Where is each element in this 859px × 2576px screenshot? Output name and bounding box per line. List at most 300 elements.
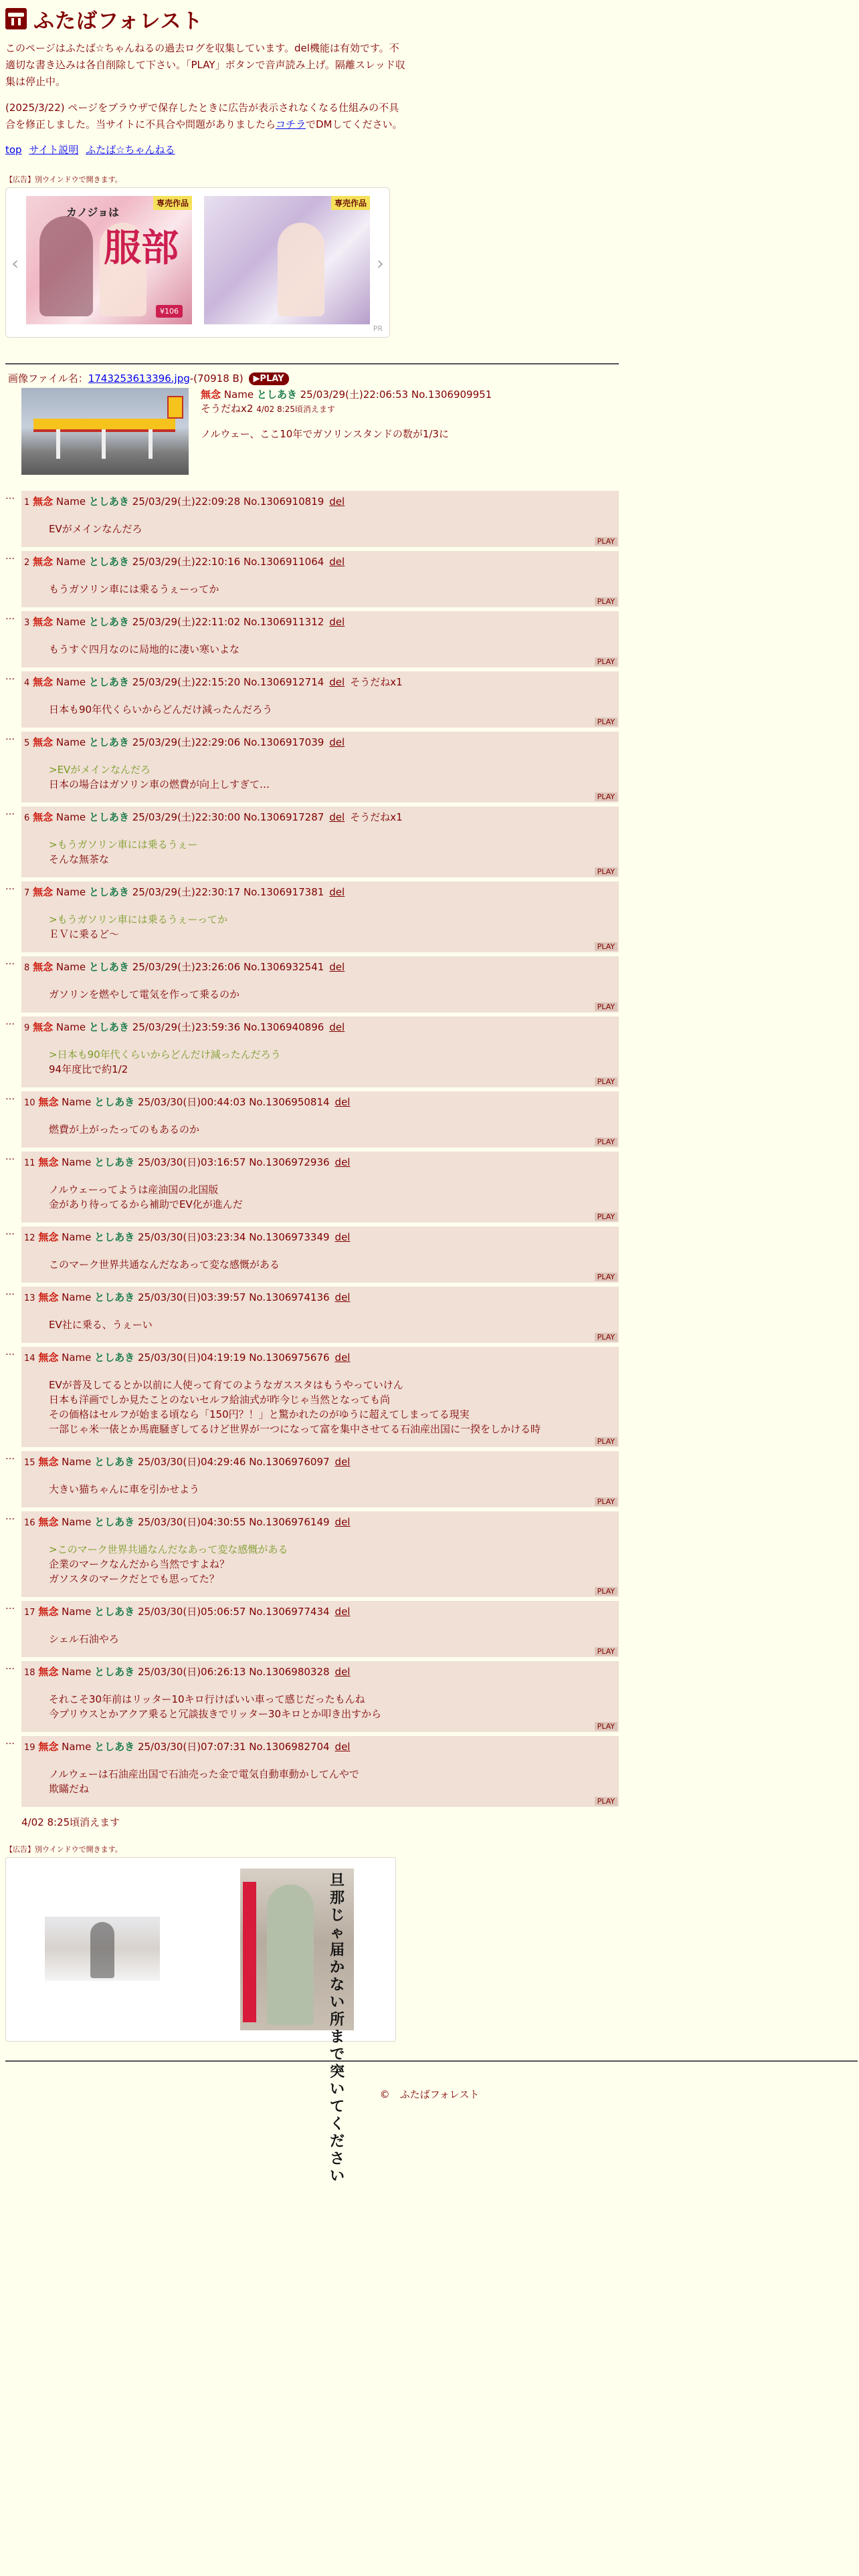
ad-figure xyxy=(267,1885,314,2025)
reply-index: 8 xyxy=(24,963,30,973)
reply-line: このマーク世界共通なんだなあって変な感慨がある xyxy=(49,1259,280,1271)
post-subject: 無念 xyxy=(33,961,54,973)
reply-post xyxy=(21,1347,619,1447)
ad-carousel[interactable] xyxy=(5,187,390,338)
station-sign-shape xyxy=(167,396,183,419)
post-number[interactable]: No.1306912714 xyxy=(243,676,324,688)
reply-body xyxy=(21,1047,619,1077)
reply-line: そんな無茶な xyxy=(49,853,110,865)
reply-line: もうすぐ四月なのに局地的に凄い寒いよな xyxy=(49,643,240,655)
poster-name: としあき xyxy=(256,389,297,401)
del-link[interactable]: del xyxy=(329,961,345,973)
reply-dots: … xyxy=(5,1016,15,1027)
del-link[interactable]: del xyxy=(329,676,345,688)
del-link[interactable]: del xyxy=(335,1291,351,1303)
copyright: © ふたばフォレスト xyxy=(379,2088,480,2101)
play-button[interactable]: PLAY xyxy=(595,942,617,951)
reply-row xyxy=(5,881,619,952)
play-button[interactable]: PLAY xyxy=(595,1587,617,1596)
post-subject: 無念 xyxy=(38,1741,59,1753)
post-number[interactable]: No.1306980328 xyxy=(249,1666,330,1678)
reply-row xyxy=(5,1661,619,1732)
del-link[interactable]: del xyxy=(335,1156,351,1168)
del-link[interactable]: del xyxy=(335,1516,351,1528)
post-subject: 無念 xyxy=(33,886,54,898)
play-button[interactable]: PLAY xyxy=(595,657,617,666)
contact-link[interactable]: コチラ xyxy=(275,118,306,130)
nav-links xyxy=(5,142,854,156)
reply-row xyxy=(5,956,619,1012)
del-link[interactable]: del xyxy=(329,496,345,508)
reply-row xyxy=(5,1451,619,1507)
del-link[interactable]: del xyxy=(329,736,345,748)
post-datetime: 25/03/29(土)23:26:06 xyxy=(132,961,241,973)
reply-line: ガソリンを燃やして電気を作って乗るのか xyxy=(49,988,240,1000)
quote-line: >もうガソリン車には乗るうぇー xyxy=(49,839,198,851)
play-button[interactable]: PLAY xyxy=(595,1212,617,1221)
reply-body xyxy=(21,1182,619,1212)
reply-index: 9 xyxy=(24,1023,30,1033)
reply-post xyxy=(21,1601,619,1657)
ad-card-2[interactable] xyxy=(204,196,370,324)
reply-line: もうガソリン車には乗るうぇーってか xyxy=(49,583,219,595)
ad-image-2[interactable] xyxy=(240,1868,354,2185)
reply-body xyxy=(21,1767,619,1796)
post-datetime: 25/03/29(土)22:06:53 xyxy=(300,389,409,401)
reply-post xyxy=(21,1226,619,1283)
post-datetime: 25/03/29(土)22:29:06 xyxy=(132,736,241,748)
post-number[interactable]: No.1306973349 xyxy=(249,1231,330,1243)
play-button[interactable]: PLAY xyxy=(595,1437,617,1446)
intro-paragraph-1: このページはふたば☆ちゃんねるの過去ログを収集しています。del機能は有効です。不適切な書き込みは各自削除して下さい。「PLAY」ボタンで音声読み上げ。隔離スレッド収集は停止中。 xyxy=(5,42,405,88)
thread xyxy=(5,371,619,1829)
reply-header: 5 無念 Name としあき 25/03/29(土)22:29:06 No.1306917039 del xyxy=(24,736,345,748)
post-number[interactable]: No.1306977434 xyxy=(249,1606,330,1618)
pr-label: PR xyxy=(373,324,383,333)
site-header xyxy=(5,4,854,33)
op-body: ノルウェー、ここ10年でガソリンスタンドの数が1/3に xyxy=(201,428,449,440)
reply-dots: … xyxy=(5,807,15,817)
reply-row xyxy=(5,491,619,547)
reply-dots: … xyxy=(5,1661,15,1672)
play-button[interactable]: PLAY xyxy=(595,792,617,801)
del-link[interactable]: del xyxy=(335,1456,351,1468)
reply-header: 9 無念 Name としあき 25/03/29(土)23:59:36 No.1306940896 del xyxy=(24,1021,345,1033)
reply-line: 金があり待ってるから補助でEV化が進んだ xyxy=(49,1198,243,1210)
post-datetime: 25/03/30(日)04:29:46 xyxy=(137,1456,246,1468)
play-button[interactable]: PLAY xyxy=(595,1647,617,1656)
reply-body xyxy=(21,1378,619,1436)
ad-card-heading: カノジョは xyxy=(66,206,120,219)
reply-row xyxy=(5,1736,619,1807)
reply-post xyxy=(21,491,619,547)
play-button[interactable]: PLAY xyxy=(595,597,617,606)
ad-card-1[interactable] xyxy=(26,196,192,324)
post-datetime: 25/03/29(土)22:15:20 xyxy=(132,676,241,688)
post-number[interactable]: No.1306976097 xyxy=(249,1456,330,1468)
reply-body xyxy=(21,1632,619,1646)
post-number[interactable]: No.1306909951 xyxy=(411,389,492,401)
reply-line: 一部じゃ米一俵とか馬鹿騒ぎしてるけど世界が一つになって富を集中させてる石油産出国に一揆をしかける時 xyxy=(49,1423,541,1435)
play-button[interactable]: PLAY xyxy=(595,1797,617,1806)
op-post xyxy=(5,388,619,487)
pole-shape xyxy=(56,429,60,459)
intro-paragraph-2: (2025/3/22) ページをブラウザで保存したときに広告が表示されなくなる仕組みの不具合を修正しました。当サイトに不具合や問題がありましたらコチラでDMしてください。 xyxy=(5,102,403,130)
reply-index: 17 xyxy=(24,1608,35,1618)
post-subject: 無念 xyxy=(33,676,54,688)
play-button[interactable]: PLAY xyxy=(595,1273,617,1281)
play-button[interactable]: PLAY xyxy=(595,1077,617,1086)
post-subject: 無念 xyxy=(38,1352,59,1364)
reply-line: 今プリウスとかアクア乗ると冗談抜きでリッター30キロとか叩き出すから xyxy=(49,1708,381,1720)
reply-post xyxy=(21,1287,619,1343)
reply-line: ノルウェーは石油産出国で石油売った金で電気自動車動かしてんやで xyxy=(49,1768,359,1780)
post-number[interactable]: No.1306917287 xyxy=(243,811,324,823)
poster-name: としあき xyxy=(88,961,129,973)
reply-dots: … xyxy=(5,732,15,742)
post-number[interactable]: No.1306911312 xyxy=(243,616,324,628)
reply-index: 19 xyxy=(24,1743,35,1753)
reply-body xyxy=(21,1542,619,1586)
ad-image-1[interactable] xyxy=(45,1917,160,1981)
post-number[interactable]: No.1306932541 xyxy=(243,961,324,973)
reply-post xyxy=(21,551,619,607)
reply-post xyxy=(21,807,619,877)
poster-name: としあき xyxy=(94,1291,135,1303)
reply-list xyxy=(5,491,619,1807)
reply-header: 7 無念 Name としあき 25/03/29(土)22:30:17 No.1306917381 del xyxy=(24,886,345,898)
reply-header: 17 無念 Name としあき 25/03/30(日)05:06:57 No.1306977434 del xyxy=(24,1606,351,1618)
ad-card-title: 服部 xyxy=(104,226,179,270)
post-number[interactable]: No.1306950814 xyxy=(249,1096,330,1108)
reply-dots: … xyxy=(5,1226,15,1237)
file-size: -(70918 B) xyxy=(189,372,244,385)
ad-figure xyxy=(39,216,93,316)
nav-link-site-info[interactable]: サイト説明 xyxy=(29,144,79,156)
reply-body xyxy=(21,522,619,536)
reply-line: ＥＶに乗るど〜 xyxy=(49,928,120,940)
quote-line: >このマーク世界共通なんだなあって変な感慨がある xyxy=(49,1543,288,1555)
post-datetime: 25/03/30(日)05:06:57 xyxy=(137,1606,246,1618)
poster-name: としあき xyxy=(88,811,129,823)
reply-header: 12 無念 Name としあき 25/03/30(日)03:23:34 No.1306973349 del xyxy=(24,1231,351,1243)
reply-header: 13 無念 Name としあき 25/03/30(日)03:39:57 No.1306974136 del xyxy=(24,1291,351,1303)
reply-row xyxy=(5,1226,619,1283)
reply-index: 5 xyxy=(24,738,30,748)
reply-line: EVが普及してるとか以前に人使って育てのようなガススタはもうやっていけん xyxy=(49,1379,403,1391)
expire-time: 4/02 8:25頃消えます xyxy=(256,405,335,414)
reply-row xyxy=(5,1347,619,1447)
pole-shape xyxy=(149,429,153,459)
reply-header: 14 無念 Name としあき 25/03/30(日)04:19:19 No.1306975676 del xyxy=(24,1352,351,1364)
reply-row xyxy=(5,1511,619,1597)
play-button[interactable]: PLAY xyxy=(595,718,617,726)
ad-vertical-text: 旦那じゃ届かない所まで突いてください xyxy=(330,1872,345,2185)
del-link[interactable]: del xyxy=(329,811,345,823)
reply-dots: … xyxy=(5,1451,15,1462)
site-logo-icon[interactable] xyxy=(5,8,27,29)
reply-row xyxy=(5,1287,619,1343)
reply-post xyxy=(21,611,619,667)
reply-body xyxy=(21,702,619,717)
reply-body xyxy=(21,1317,619,1332)
post-number[interactable]: No.1306975676 xyxy=(249,1352,330,1364)
play-button[interactable]: PLAY xyxy=(595,1333,617,1341)
op-meta xyxy=(201,402,492,417)
poster-name: としあき xyxy=(94,1666,135,1678)
reply-dots: … xyxy=(5,671,15,682)
nav-link-futaba[interactable]: ふたば☆ちゃんねる xyxy=(86,144,175,156)
del-link[interactable]: del xyxy=(329,886,345,898)
reply-header: 16 無念 Name としあき 25/03/30(日)04:30:55 No.1306976149 del xyxy=(24,1516,351,1528)
reply-header: 19 無念 Name としあき 25/03/30(日)07:07:31 No.1306982704 del xyxy=(24,1741,351,1753)
image-file-link[interactable]: 1743253613396.jpg xyxy=(88,372,190,385)
post-datetime: 25/03/30(日)00:44:03 xyxy=(137,1096,246,1108)
reply-post xyxy=(21,1091,619,1148)
del-link[interactable]: del xyxy=(335,1606,351,1618)
reply-dots: … xyxy=(5,956,15,967)
poster-name: としあき xyxy=(88,556,129,568)
reply-post xyxy=(21,1511,619,1597)
reply-row xyxy=(5,1016,619,1087)
thread-thumbnail[interactable] xyxy=(21,388,189,475)
post-number[interactable]: No.1306972936 xyxy=(249,1156,330,1168)
chevron-right-icon[interactable]: › xyxy=(376,252,384,274)
soudane-count[interactable]: そうだねx2 xyxy=(201,403,254,415)
reply-header: 11 無念 Name としあき 25/03/30(日)03:16:57 No.1306972936 del xyxy=(24,1156,351,1168)
post-subject: 無念 xyxy=(38,1231,59,1243)
reply-header: 8 無念 Name としあき 25/03/29(土)23:26:06 No.1306932541 del xyxy=(24,961,345,973)
reply-post xyxy=(21,732,619,802)
op-text xyxy=(201,388,492,441)
play-button[interactable]: PLAY xyxy=(595,867,617,876)
play-button[interactable]: PLAY xyxy=(595,1722,617,1731)
post-datetime: 25/03/30(日)04:19:19 xyxy=(137,1352,246,1364)
poster-name: としあき xyxy=(88,616,129,628)
play-button[interactable]: PLAY xyxy=(595,537,617,546)
reply-body xyxy=(21,987,619,1002)
del-link[interactable]: del xyxy=(329,616,345,628)
post-number[interactable]: No.1306917381 xyxy=(243,886,324,898)
reply-line: 企業のマークなんだから当然ですよね？ xyxy=(49,1558,230,1570)
op-header: 無念 Name としあき 25/03/29(土)22:06:53 No.1306909951 xyxy=(201,389,492,401)
poster-name: としあき xyxy=(94,1096,135,1108)
reply-post xyxy=(21,1451,619,1507)
reply-line: 94年度比で約1/2 xyxy=(49,1063,128,1075)
poster-name: としあき xyxy=(94,1606,135,1618)
reply-post xyxy=(21,956,619,1012)
reply-index: 7 xyxy=(24,888,30,898)
del-link[interactable]: del xyxy=(335,1096,351,1108)
post-subject: 無念 xyxy=(38,1156,59,1168)
reply-row xyxy=(5,1601,619,1657)
reply-body xyxy=(21,582,619,597)
reply-dots: … xyxy=(5,1601,15,1612)
reply-header: 10 無念 Name としあき 25/03/30(日)00:44:03 No.1306950814 del xyxy=(24,1096,351,1108)
reply-index: 14 xyxy=(24,1354,35,1364)
reply-index: 12 xyxy=(24,1233,35,1243)
reply-line: 日本の場合はガソリン車の燃費が向上しすぎて… xyxy=(49,778,270,790)
play-button[interactable]: PLAY xyxy=(595,1138,617,1146)
reply-body xyxy=(21,1257,619,1272)
reply-row xyxy=(5,551,619,607)
del-link[interactable]: del xyxy=(335,1352,351,1364)
reply-row xyxy=(5,611,619,667)
reply-header: 3 無念 Name としあき 25/03/29(土)22:11:02 No.1306911312 del xyxy=(24,616,345,628)
post-datetime: 25/03/29(土)22:30:17 xyxy=(132,886,241,898)
post-subject: 無念 xyxy=(33,736,54,748)
poster-name: としあき xyxy=(94,1352,135,1364)
intro-notice xyxy=(5,40,407,133)
reply-dots: … xyxy=(5,1152,15,1162)
footer-divider xyxy=(5,2060,858,2062)
ad-badge: 専売作品 xyxy=(153,196,192,210)
poster-name: としあき xyxy=(94,1741,135,1753)
divider xyxy=(5,363,619,364)
reply-post xyxy=(21,1736,619,1807)
reply-line: ノルウェーってようは産油国の北国版 xyxy=(49,1184,219,1196)
reply-header: 1 無念 Name としあき 25/03/29(土)22:09:28 No.1306910819 del xyxy=(24,496,345,508)
reply-body xyxy=(21,1482,619,1497)
reply-body xyxy=(21,1692,619,1721)
play-button[interactable]: ▶PLAY xyxy=(249,372,289,385)
post-datetime: 25/03/29(土)22:10:16 xyxy=(132,556,241,568)
site-title[interactable]: ふたばフォレスト xyxy=(33,9,203,33)
reply-post xyxy=(21,881,619,952)
del-link[interactable]: del xyxy=(329,1021,345,1033)
del-link[interactable]: del xyxy=(329,556,345,568)
reply-index: 1 xyxy=(24,498,30,508)
reply-index: 18 xyxy=(24,1668,35,1678)
post-datetime: 25/03/30(日)03:39:57 xyxy=(137,1291,246,1303)
reply-index: 16 xyxy=(24,1518,35,1528)
ad-label: 【広告】別ウインドウで開きます。 xyxy=(5,1845,122,1854)
reply-body xyxy=(21,837,619,867)
poster-name: としあき xyxy=(94,1516,135,1528)
reply-row xyxy=(5,1152,619,1222)
reply-index: 13 xyxy=(24,1293,35,1303)
reply-dots: … xyxy=(5,491,15,502)
ad-label: 【広告】別ウインドウで開きます。 xyxy=(5,175,122,184)
post-subject: 無念 xyxy=(38,1096,59,1108)
soudane-count[interactable]: そうだねx1 xyxy=(350,676,403,688)
post-subject: 無念 xyxy=(33,811,54,823)
ad-banner-2[interactable] xyxy=(5,1857,396,2185)
post-subject: 無念 xyxy=(38,1456,59,1468)
reply-header: 15 無念 Name としあき 25/03/30(日)04:29:46 No.1306976097 del xyxy=(24,1456,351,1468)
reply-dots: … xyxy=(5,1511,15,1522)
reply-line: EVがメインなんだろ xyxy=(49,523,142,535)
reply-header: 18 無念 Name としあき 25/03/30(日)06:26:13 No.1306980328 del xyxy=(24,1666,351,1678)
reply-line: ガソスタのマークだとでも思ってた？ xyxy=(49,1573,219,1585)
reply-line: シェル石油やろ xyxy=(49,1633,119,1645)
reply-line: 燃費が上がったってのもあるのか xyxy=(49,1123,200,1136)
reply-line: それこそ30年前はリッター10キロ行けばいい車って感じだったもんね xyxy=(49,1693,365,1705)
post-number[interactable]: No.1306982704 xyxy=(249,1741,330,1753)
post-number[interactable]: No.1306917039 xyxy=(243,736,324,748)
reply-index: 11 xyxy=(24,1158,35,1168)
reply-body xyxy=(21,762,619,792)
reply-dots: … xyxy=(5,1347,15,1358)
reply-header: 2 無念 Name としあき 25/03/29(土)22:10:16 No.1306911064 del xyxy=(24,556,345,568)
reply-dots: … xyxy=(5,611,15,622)
poster-name: としあき xyxy=(94,1156,135,1168)
soudane-count[interactable]: そうだねx1 xyxy=(350,811,403,823)
post-datetime: 25/03/30(日)03:23:34 xyxy=(137,1231,246,1243)
post-number[interactable]: No.1306910819 xyxy=(243,496,324,508)
reply-line: 日本も洋画でしか見たことのないセルフ給油式が昨今じゃ当然となっても尚 xyxy=(49,1394,391,1406)
post-number[interactable]: No.1306976149 xyxy=(249,1516,330,1528)
post-number[interactable]: No.1306974136 xyxy=(249,1291,330,1303)
reply-post xyxy=(21,1152,619,1222)
post-datetime: 25/03/30(日)04:30:55 xyxy=(137,1516,246,1528)
reply-post xyxy=(21,1661,619,1732)
post-datetime: 25/03/30(日)03:16:57 xyxy=(137,1156,246,1168)
poster-name: としあき xyxy=(88,496,129,508)
ad-red-band xyxy=(243,1882,256,2022)
del-link[interactable]: del xyxy=(335,1231,351,1243)
poster-name: としあき xyxy=(88,886,129,898)
play-button[interactable]: PLAY xyxy=(595,1497,617,1506)
reply-row xyxy=(5,807,619,877)
reply-index: 6 xyxy=(24,813,30,823)
reply-dots: … xyxy=(5,1091,15,1102)
reply-header: 6 無念 Name としあき 25/03/29(土)22:30:00 No.1306917287 del そうだねx1 xyxy=(24,811,403,823)
post-number[interactable]: No.1306940896 xyxy=(243,1021,324,1033)
play-button[interactable]: PLAY xyxy=(595,1002,617,1011)
nav-link-top[interactable]: top xyxy=(5,144,22,156)
poster-name: としあき xyxy=(88,1021,129,1033)
reply-line: EV社に乗る、うぇーい xyxy=(49,1319,153,1331)
post-subject: 無念 xyxy=(38,1291,59,1303)
ad-badge: 専売作品 xyxy=(331,196,370,210)
post-subject: 無念 xyxy=(33,556,54,568)
post-datetime: 25/03/30(日)06:26:13 xyxy=(137,1666,246,1678)
reply-row xyxy=(5,671,619,728)
poster-name: としあき xyxy=(88,736,129,748)
poster-name: としあき xyxy=(94,1456,135,1468)
reply-dots: … xyxy=(5,1287,15,1297)
file-info: 画像ファイル名：1743253613396.jpg-(70918 B) ▶PLAY xyxy=(8,371,619,385)
post-subject: 無念 xyxy=(38,1666,59,1678)
post-datetime: 25/03/29(土)23:59:36 xyxy=(132,1021,241,1033)
reply-index: 2 xyxy=(24,558,30,568)
quote-line: >もうガソリン車には乗るうぇーってか xyxy=(49,914,227,926)
del-link[interactable]: del xyxy=(335,1741,351,1753)
chevron-left-icon[interactable]: ‹ xyxy=(11,252,19,274)
post-subject: 無念 xyxy=(33,1021,54,1033)
post-subject: 無念 xyxy=(38,1516,59,1528)
reply-post xyxy=(21,1016,619,1087)
post-datetime: 25/03/30(日)07:07:31 xyxy=(137,1741,246,1753)
reply-line: 欺瞞だね xyxy=(49,1783,90,1795)
reply-dots: … xyxy=(5,551,15,562)
post-number[interactable]: No.1306911064 xyxy=(243,556,324,568)
reply-dots: … xyxy=(5,881,15,892)
reply-row xyxy=(5,1091,619,1148)
reply-post xyxy=(21,671,619,728)
ad-price: ¥106 xyxy=(156,305,183,318)
post-subject: 無念 xyxy=(201,389,221,401)
reply-line: 大きい猫ちゃんに車を引かせよう xyxy=(49,1483,200,1495)
pole-shape xyxy=(102,429,106,459)
reply-line: 日本も90年代くらいからどんだけ減ったんだろう xyxy=(49,704,273,716)
reply-dots: … xyxy=(5,1736,15,1747)
del-link[interactable]: del xyxy=(335,1666,351,1678)
poster-name: としあき xyxy=(94,1231,135,1243)
reply-index: 15 xyxy=(24,1458,35,1468)
post-subject: 無念 xyxy=(33,496,54,508)
